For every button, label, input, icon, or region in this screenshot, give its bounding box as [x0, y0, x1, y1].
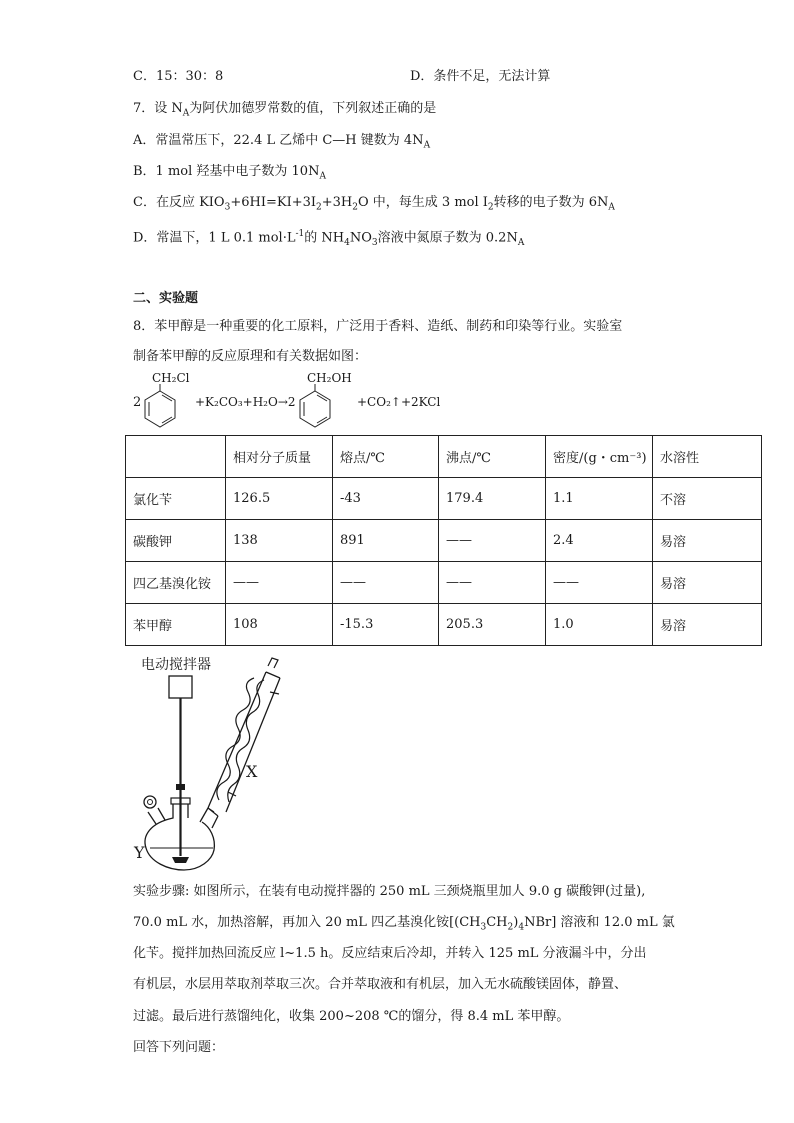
- table-header-cell: 熔点/℃: [333, 436, 439, 478]
- table-cell: 易溶: [653, 562, 762, 604]
- properties-table: [125, 435, 762, 646]
- eq-middle: +K₂CO₃+H₂O→2: [195, 395, 296, 409]
- steps-line-2: 70.0 mL 水，加热溶解，再加入 20 mL 四乙基溴化铵$[(CH_3CH_2)_4NBr]$ 溶液和 12.0 mL 氯: [133, 915, 675, 933]
- table-cell: 不溶: [653, 478, 762, 520]
- q7-stem: 7．设 $N_A$为阿伏加德罗常数的值，下列叙述正确的是: [133, 101, 437, 119]
- label-x: X: [246, 762, 258, 781]
- eq-tail: +CO₂↑+2KCl: [357, 395, 441, 409]
- table-cell: 126.5: [226, 478, 333, 520]
- table-cell: 易溶: [653, 520, 762, 562]
- stirrer-label: 电动搅拌器: [141, 657, 211, 673]
- table-cell: 氯化苄: [126, 478, 226, 520]
- table-cell: -15.3: [333, 604, 439, 646]
- table-cell: ——: [439, 562, 546, 604]
- table-cell: ——: [333, 562, 439, 604]
- table-cell: ——: [546, 562, 653, 604]
- q7-option-c: C．在反应 $KIO_3+6HI=KI+3I_2+3H_2O$ 中，每生成 3 mol $I_2$转移的电子数为 $6N_A$: [133, 195, 615, 213]
- table-cell: 苯甲醇: [126, 604, 226, 646]
- table-cell: 138: [226, 520, 333, 562]
- table-header-row: [126, 436, 762, 478]
- label-y: Y: [134, 843, 145, 862]
- steps-line-4: 有机层，水层用萃取剂萃取三次。合并萃取液和有机层，加入无水硫酸镁固体，静置、: [133, 977, 628, 992]
- table-cell: 891: [333, 520, 439, 562]
- table-cell: ——: [439, 520, 546, 562]
- q7-option-a: A．常温常压下，22.4 L 乙烯中 C—H 键数为 $4N_A$: [133, 133, 431, 151]
- benzene-ring-reactant-icon: [140, 384, 180, 434]
- table-header-cell: 水溶性: [653, 436, 762, 478]
- eq-coefficient: 2: [133, 395, 142, 410]
- steps-line-3: 化苄。搅拌加热回流反应 l~1.5 h。反应结束后冷却，并转入 125 mL 分液漏斗中，分出: [133, 946, 647, 961]
- stirrer-blade: [172, 857, 189, 863]
- table-row: [126, 562, 762, 604]
- eq-product-group: CH₂OH: [307, 371, 352, 385]
- table-cell: 2.4: [546, 520, 653, 562]
- table-cell: 易溶: [653, 604, 762, 646]
- q7-option-b: B．1 mol 羟基中电子数为 $10N_A$: [133, 164, 326, 182]
- table-cell: 1.1: [546, 478, 653, 520]
- thermometer-stopper-icon: [144, 796, 156, 808]
- q7-option-d: D．常温下，1 L 0.1 $mol\cdot L^{-1}$的 $NH_4NO_3$溶液中氮原子数为 $0.2N_A$: [133, 229, 525, 248]
- benzene-ring-product-icon: [295, 384, 335, 434]
- steps-line-6: 回答下列问题：: [133, 1040, 225, 1055]
- table-cell: 108: [226, 604, 333, 646]
- table-header-cell: [126, 436, 226, 478]
- q8-line-2: 制备苯甲醇的反应原理和有关数据如图：: [133, 349, 368, 364]
- table-header-cell: 密度/(g・cm⁻³): [546, 436, 653, 478]
- table-cell: 205.3: [439, 604, 546, 646]
- table-header-cell: 相对分子质量: [226, 436, 333, 478]
- table-row: [126, 478, 762, 520]
- table-cell: 四乙基溴化铵: [126, 562, 226, 604]
- stirrer-motor-icon: [169, 676, 192, 698]
- reflux-condenser: [208, 658, 280, 816]
- apparatus-diagram: [128, 652, 308, 874]
- table-cell: 碳酸钾: [126, 520, 226, 562]
- table-cell: 1.0: [546, 604, 653, 646]
- table-cell: -43: [333, 478, 439, 520]
- table-row: [126, 520, 762, 562]
- table-row: [126, 604, 762, 646]
- q6-option-c: C．15：30：8: [133, 69, 224, 84]
- table-cell: ——: [226, 562, 333, 604]
- q6-option-d: D．条件不足，无法计算: [410, 69, 551, 84]
- table-cell: 179.4: [439, 478, 546, 520]
- section-title: 二、实验题: [133, 291, 199, 306]
- table-header-cell: 沸点/℃: [439, 436, 546, 478]
- steps-line-1: 实验步骤: 如图所示，在装有电动搅拌器的 250 mL 三颈烧瓶里加人 9.0 g 碳酸钾(过量),: [133, 884, 646, 899]
- steps-line-5: 过滤。最后进行蒸馏纯化，收集 200~208 ℃的馏分，得 8.4 mL 苯甲醇。: [133, 1009, 570, 1024]
- q8-line-1: 8．苯甲醇是一种重要的化工原料，广泛用于香料、造纸、制药和印染等行业。实验室: [133, 319, 623, 334]
- eq-reactant-group: CH₂Cl: [152, 371, 190, 385]
